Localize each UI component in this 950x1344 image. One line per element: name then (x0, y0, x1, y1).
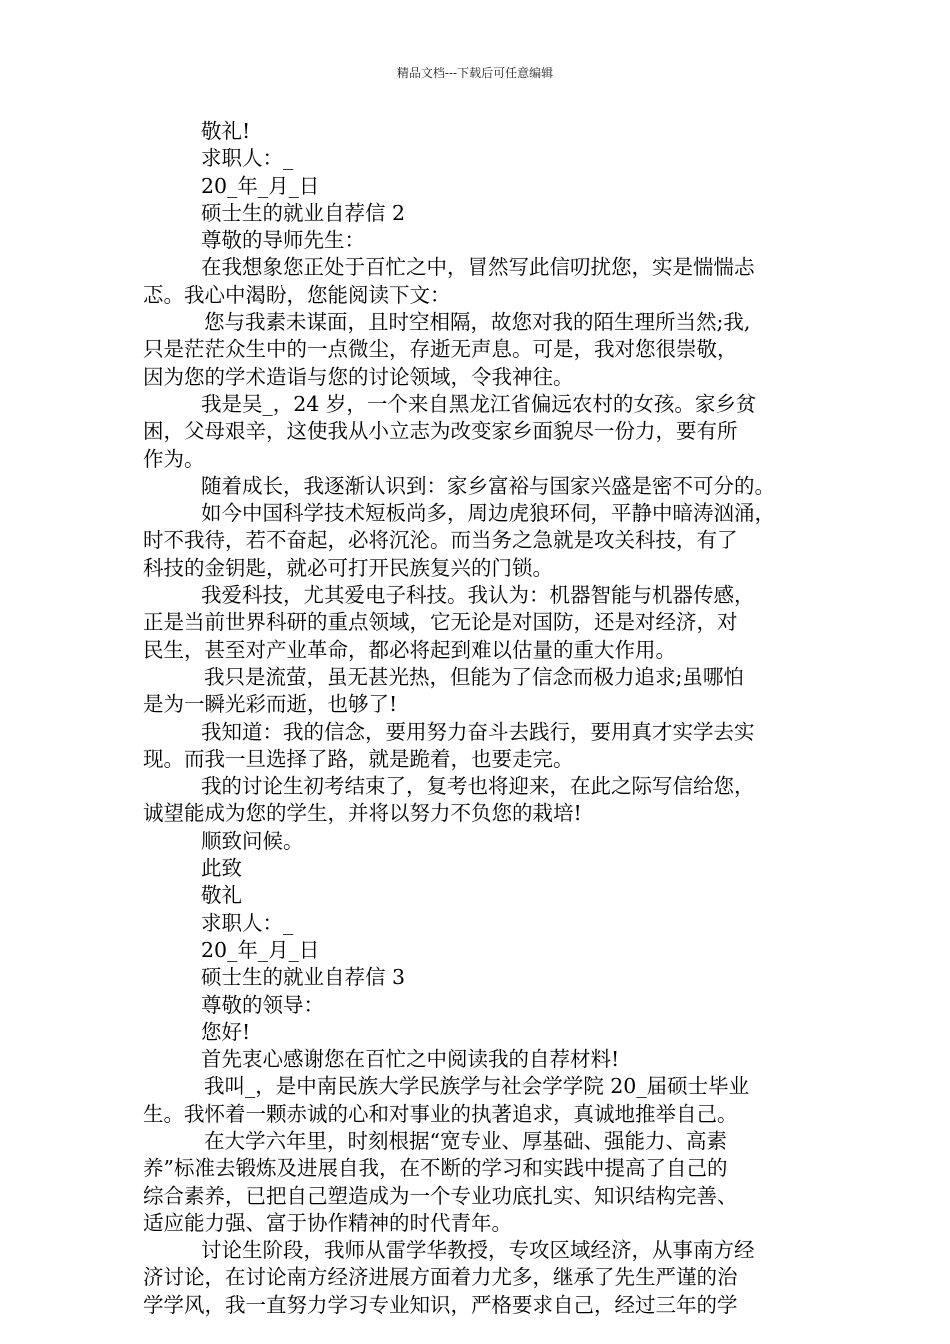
text-line: 讨论生阶段，我师从雷学华教授，专攻区域经济，从事南方经 (201, 1238, 755, 1263)
text-line: 在我想象您正处于百忙之中，冒然写此信叨扰您，实是惴惴忐 (201, 255, 755, 280)
text-line: 我爱科技，尤其爱电子科技。我认为：机器智能与机器传感， (201, 583, 755, 608)
text-line: 正是当前世界科研的重点领域，它无论是对国防，还是对经济，对 (143, 610, 738, 635)
text-line: 20_年_月_日 (201, 173, 320, 198)
text-line: 我知道：我的信念，要用努力奋斗去践行，要用真才实学去实 (201, 719, 755, 744)
text-line: 诚望能成为您的学生，并将以努力不负您的栽培! (143, 801, 582, 826)
text-line: 敬礼! (201, 119, 251, 143)
text-line: 顺致问候。 (201, 828, 304, 853)
text-line: 只是茫茫众生中的一点微尘，存逝无声息。可是，我对您很崇敬， (143, 337, 738, 362)
text-line: 困，父母艰辛，这使我从小立志为改变家乡面貌尽一份力，要有所 (143, 419, 738, 444)
text-line: 养”标准去锻炼及进展自我，在不断的学习和实践中提高了自己的 (143, 1156, 728, 1181)
page-header: 精品文档---下载后可任意编辑 (396, 66, 554, 80)
text-line: 是为一瞬光彩而逝，也够了! (143, 692, 398, 717)
text-line: 我叫_，是中南民族大学民族学与社会学学院 20_届硕士毕业 (204, 1074, 750, 1099)
text-line: 在大学六年里，时刻根据“宽专业、厚基础、强能力、高素 (204, 1128, 727, 1153)
text-line: 您与我素未谋面，且时空相隔，故您对我的陌生理所当然;我, (204, 310, 751, 335)
text-line: 敬礼 (201, 883, 242, 908)
text-line: 如今中国科学技术短板尚多，周边虎狼环伺，平静中暗涛汹涌， (201, 501, 775, 526)
text-line: 时不我待，若不奋起，必将沉沦。而当务之急就是攻关科技，有了 (143, 528, 738, 553)
document-body (143, 118, 823, 1319)
text-line: 适应能力强、富于协作精神的时代青年。 (143, 1210, 512, 1235)
text-line: 作为。 (143, 446, 205, 471)
text-line: 硕士生的就业自荐信 3 (201, 965, 406, 990)
text-line: 济讨论，在讨论南方经济进展方面着力尤多，继承了先生严谨的治 (143, 1265, 738, 1290)
text-line: 首先衷心感谢您在百忙之中阅读我的自荐材料! (201, 1047, 620, 1072)
text-line: 我只是流萤，虽无甚光热，但能为了信念而极力追求;虽哪怕 (204, 664, 744, 689)
text-line: 硕士生的就业自荐信 2 (201, 200, 406, 225)
text-line: 学学风，我一直努力学习专业知识，严格要求自己，经过三年的学 (143, 1292, 738, 1317)
text-line: 求职人：_ (201, 146, 294, 171)
text-line: 我的讨论生初考结束了，复考也将迎来，在此之际写信给您， (201, 774, 755, 799)
text-line: 此致 (201, 856, 242, 881)
text-line: 尊敬的领导： (201, 992, 324, 1017)
text-line: 综合素养，已把自己塑造成为一个专业功底扎实、知识结构完善、 (143, 1183, 738, 1208)
text-line: 求职人：_ (201, 910, 294, 935)
text-line: 生。我怀着一颗赤诚的心和对事业的执著追求，真诚地推举自己。 (143, 1101, 738, 1126)
text-line: 科技的金钥匙，就必可打开民族复兴的门锁。 (143, 555, 553, 580)
text-line: 民生，甚至对产业革命，都必将起到难以估量的重大作用。 (143, 637, 676, 662)
text-line: 因为您的学术造诣与您的讨论领域，令我神往。 (143, 364, 574, 389)
text-line: 尊敬的导师先生： (201, 228, 365, 253)
text-line: 现。而我一旦选择了路，就是跪着，也要走完。 (143, 746, 574, 771)
text-line: 20_年_月_日 (201, 937, 320, 962)
text-line: 随着成长，我逐渐认识到：家乡富裕与国家兴盛是密不可分的。 (201, 473, 775, 498)
text-line: 忑。我心中渴盼，您能阅读下文： (143, 282, 451, 307)
text-line: 我是吴_，24 岁，一个来自黑龙江省偏远农村的女孩。家乡贫 (201, 391, 757, 416)
text-line: 您好! (201, 1019, 251, 1044)
